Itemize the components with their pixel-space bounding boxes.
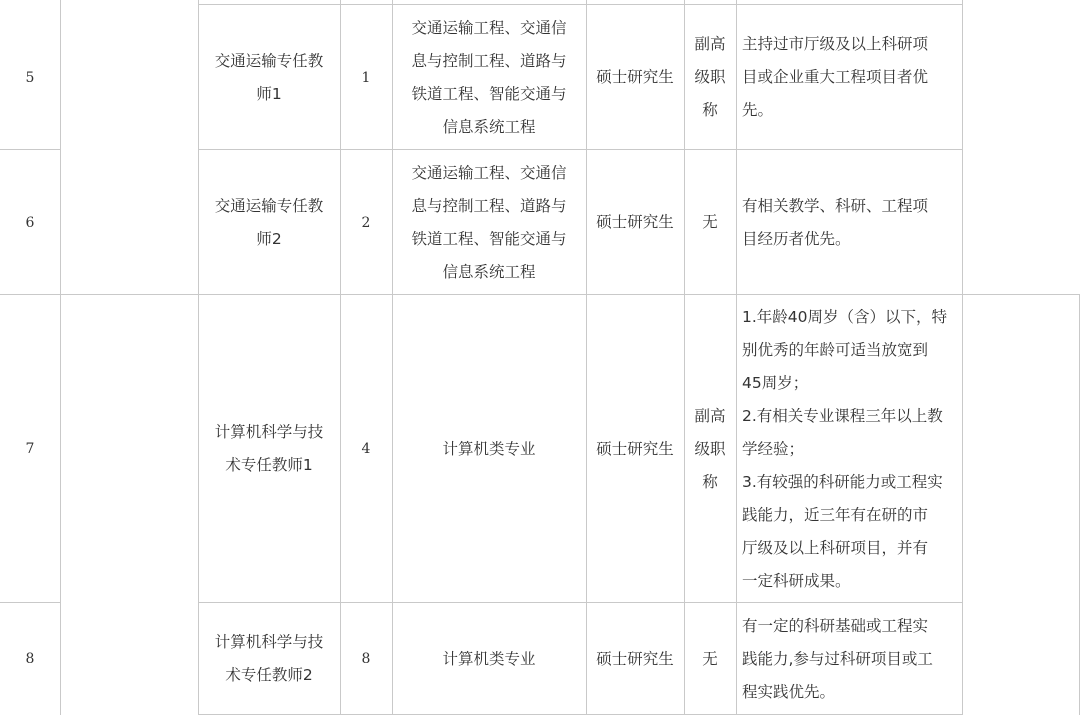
text-line: 副高 [694, 35, 726, 53]
text-line: 计算机科学与技 [214, 423, 324, 441]
text-line: 铁道工程、智能交通与 [411, 229, 567, 248]
text-line: 师2 [256, 229, 282, 248]
text-line: 计算机类专业 [442, 439, 536, 458]
text-line: 无 [702, 649, 718, 668]
text-line: 厅级及以上科研项目，并有 [742, 538, 929, 557]
text-line: 术专任教师1 [225, 456, 313, 474]
text-line: 1.年龄40周岁（含）以下，特 [742, 307, 948, 326]
text-line: 践能力,参与过科研项目或工 [742, 649, 933, 668]
major-requirement [392, 5, 586, 150]
text-line: 信息系统工程 [442, 117, 536, 136]
requirements-text [742, 610, 933, 709]
text-line: 副高 [694, 406, 726, 425]
position-name [198, 603, 340, 715]
requirements-text [742, 190, 928, 256]
row-index: 6 [25, 214, 35, 231]
text-line: 别优秀的年龄可适当放宽到 [742, 340, 929, 359]
major-requirement [392, 150, 586, 295]
text-line: 交通运输工程、交通信 [411, 18, 567, 37]
text-line: 称 [702, 472, 718, 491]
text-line: 无 [702, 213, 718, 231]
grid-vline [736, 0, 737, 715]
text-line: 息与控制工程、道路与 [411, 196, 567, 215]
title-requirement [684, 150, 736, 295]
degree-requirement: 硕士研究生 [596, 439, 674, 458]
text-line: 级职 [694, 68, 726, 86]
text-line: 级职 [694, 439, 726, 458]
row-index: 8 [25, 651, 35, 667]
title-requirement [684, 5, 736, 150]
text-line: 交通运输工程、交通信 [411, 163, 567, 182]
row-index: 5 [25, 69, 35, 86]
text-line: 师1 [256, 84, 282, 103]
other-requirements [742, 150, 960, 295]
text-line: 交通运输专任教 [214, 51, 324, 70]
text-line: 主持过市厅级及以上科研项 [742, 35, 929, 53]
major-requirement [392, 603, 586, 715]
text-line: 一定科研成果。 [742, 571, 851, 590]
position-name [198, 5, 340, 150]
position-name [198, 295, 340, 603]
major-requirement [392, 295, 586, 603]
degree-requirement: 硕士研究生 [596, 68, 674, 86]
text-line: 3.有较强的科研能力或工程实 [742, 472, 943, 491]
text-line: 交通运输专任教 [214, 196, 324, 215]
text-line: 45周岁； [742, 373, 809, 392]
text-line: 称 [702, 101, 718, 119]
text-line: 息与控制工程、道路与 [411, 51, 567, 70]
text-line: 计算机科学与技 [214, 633, 324, 651]
text-line: 有相关教学、科研、工程项 [742, 196, 929, 215]
requirements-text [742, 301, 947, 598]
requirements-text [742, 28, 928, 127]
headcount: 4 [361, 441, 371, 457]
text-line: 践能力，近三年有在研的市 [742, 505, 929, 524]
title-requirement [684, 295, 736, 603]
headcount: 2 [361, 214, 371, 231]
grid-vline [962, 0, 963, 715]
text-line: 铁道工程、智能交通与 [411, 84, 567, 103]
position-name [198, 150, 340, 295]
text-line: 信息系统工程 [442, 262, 536, 281]
text-line: 有一定的科研基础或工程实 [742, 616, 929, 635]
text-line: 术专任教师2 [225, 666, 313, 684]
text-line: 先。 [742, 101, 774, 119]
other-requirements [742, 295, 960, 603]
text-line: 计算机类专业 [442, 649, 536, 668]
other-requirements [742, 603, 960, 715]
row-index: 7 [25, 441, 35, 457]
text-line: 程实践优先。 [742, 682, 836, 701]
degree-requirement: 硕士研究生 [596, 649, 674, 668]
degree-requirement: 硕士研究生 [596, 213, 674, 231]
other-requirements [742, 5, 960, 150]
title-requirement [684, 603, 736, 715]
text-line: 目经历者优先。 [742, 229, 851, 248]
headcount: 1 [361, 69, 371, 86]
text-line: 2.有相关专业课程三年以上教 [742, 406, 943, 425]
grid-vline [60, 0, 61, 715]
text-line: 目或企业重大工程项目者优 [742, 68, 929, 86]
text-line: 学经验； [742, 439, 805, 458]
headcount: 8 [361, 651, 371, 667]
